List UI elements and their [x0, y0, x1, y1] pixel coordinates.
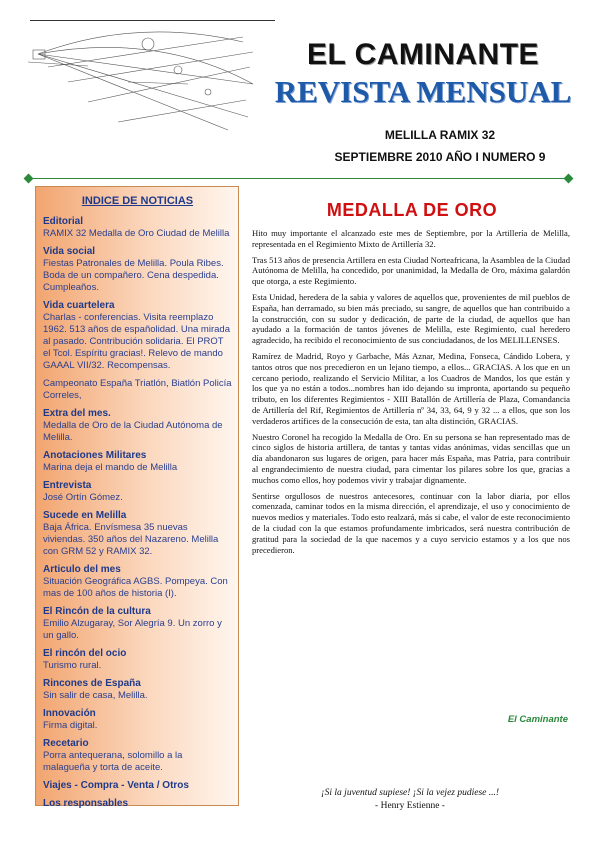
- article-paragraph: Sentirse orgullosos de nuestros antecesores, continuar con la labor diaria, por ellos comenzada, caminar todos en la misma dirección, el aprendizaje, el uso y conocimiento de nuevos medios y materiales. Todo esto realzará, más si cabe, el valor de este reconocimiento de la ciudad con la que estamos profundamente imbricados, será nuestra contribución de gratitud para la sociedad de la que nacemos y a cuyo servicio estamos y a los que nos precedieron.: [252, 490, 570, 555]
- news-index-entry-title: Recetario: [43, 738, 89, 749]
- news-index-entry: [43, 780, 232, 792]
- news-index-entry: [43, 564, 232, 600]
- article-paragraph: Ramírez de Madrid, Royo y Garbache, Más Aznar, Medina, Fonseca, Cándido Lobera, y tantos otros que nos precedieron en un lejano tiempo, a ellos... GRACIAS. A los que en un cercano periodo, realizando el Servicio Militar, a los Cuadros de Mandos, los que están y los que ya no están a todos...nombres han ido dejando su impronta, aportando su pequeño tributo, en los diferentes Regimientos - XIII Batallón de Artillería de Plaza, Comandancia de Artillería del Rif, Regimientos de Artillería nº 34, 33, 64, 9 y 32 ... a ellos, que son los verdaderos artífices de la consecución de esta, tan alta distinción, GRACIAS.: [252, 350, 570, 426]
- divider-diamond-right: [564, 174, 574, 184]
- news-index-entry-text: Situación Geográfica AGBS. Pompeya. Con mas de 100 años de historia (I).: [43, 576, 228, 599]
- news-index-entry-text: RAMIX 32 Medalla de Oro Ciudad de Melilla: [43, 228, 230, 239]
- section-divider: [28, 178, 568, 179]
- news-index-entry: [43, 798, 232, 810]
- article-paragraph: Tras 513 años de presencia Artillera en esta Ciudad Norteafricana, la Asamblea de la Ciudad Autónoma de Melilla, ha concedido, por unanimidad, la Medalla de Oro, máxima galardón que otorga, a este Regimiento.: [252, 254, 570, 287]
- article-paragraph: Nuestro Coronel ha recogido la Medalla de Oro. En su persona se han representado mas de cinco siglos de historia artillera, de tantas y tantas vidas anónimas, vidas sencillas que un día abandonaron sus lugares de origen, para hacer más España, mas Patria, para contribuir al engrandecimiento de nuestra ciudad, para cimentar los pilares sobre los que, gracias a muchos como ellos, hoy podemos vivir y trabajar dignamente.: [252, 431, 570, 485]
- news-index-entry: [43, 246, 232, 294]
- news-index-title: INDICE DE NOTICIAS: [81, 195, 194, 207]
- quote-author: - Henry Estienne -: [375, 801, 445, 811]
- article-paragraph: Esta Unidad, heredera de la sabia y valores de aquellos que, provenientes de mil pueblos de España, han derramado, su bien más preciado, su sangre, de aquellos que han contribuido a la construcción, con su sudor y dedicación, de parte de la ciudad, de aquellos que han ayudado a la formación de tantos jóvenes de Melilla, este Regimiento, cual heredero agradecido, ha recibido el reconocimiento de sus conciudadanos, de los MELILLENSES.: [252, 291, 570, 346]
- article-signature: El Caminante: [507, 714, 568, 725]
- news-index-entry-title: El rincón del ocio: [43, 648, 127, 659]
- masthead-subtitle: REVISTA MENSUAL: [274, 74, 572, 109]
- news-index-entry-text: Campeonato España Triatlón, Biatlón Policía Correles,: [43, 378, 232, 401]
- news-index-entry-text: Porra antequerana, solomillo a la malagueña y torta de aceite.: [43, 750, 183, 773]
- news-index-entry-text: Charlas - conferencias. Visita reemplazo 1962. 513 años de españolidad. Una mirada al pasado. Contribución solidaria. El PROT el Tcol. Espíritu gracias!. Relevo de mando GAAAL VII/32. Recompensas.: [43, 312, 230, 371]
- news-index-entry-text: Baja África. Envísmesa 35 nuevas viviendas. 350 años del Nazareno. Melilla con GRM 52 y RAMIX 32.: [43, 522, 219, 557]
- news-index-entry-text: Turismo rural.: [43, 660, 102, 671]
- news-index-entry-text: Emilio Alzugaray, Sor Alegría 9. Un zorro y un gallo.: [43, 618, 222, 641]
- news-index-entry-text: Fiestas Patronales de Melilla. Poula Ribes. Boda de un compañero. Cena despedida. Cumpleaños.: [43, 258, 224, 293]
- news-index-entry-title: Entrevista: [43, 480, 92, 491]
- news-index-entry: [43, 480, 232, 504]
- news-index-entry: [43, 216, 232, 240]
- masthead-title: EL CAMINANTE: [306, 38, 540, 71]
- news-index-entry: [43, 450, 232, 474]
- news-index-entry: [43, 408, 232, 444]
- news-index-entry-title: Los responsables: [43, 798, 129, 809]
- news-index-entry-title: El Rincón de la cultura: [43, 606, 151, 617]
- news-index-entry: [43, 708, 232, 732]
- news-index-entry-text: Firma digital.: [43, 720, 98, 731]
- news-index-entry-title: Viajes - Compra - Venta / Otros: [43, 780, 189, 791]
- news-index-entry-text: Marina deja el mando de Melilla: [43, 462, 178, 473]
- article-body: [252, 228, 570, 560]
- news-index-entry-title: Articulo del mes: [43, 564, 121, 575]
- issue-location: MELILLA RAMIX 32: [384, 128, 496, 142]
- news-index-entry-title: Sucede en Melilla: [43, 510, 127, 521]
- news-index-entry: [43, 606, 232, 642]
- news-index-entry-title: Anotaciones Militares: [43, 450, 147, 461]
- issue-date: SEPTIEMBRE 2010 AÑO I NUMERO 9: [334, 150, 546, 164]
- news-index-entry-title: Editorial: [43, 216, 84, 227]
- news-index-entry: [43, 738, 232, 774]
- news-index-entry: [43, 300, 232, 372]
- artillery-trajectory-illustration: [28, 22, 258, 134]
- divider-diamond-left: [24, 174, 34, 184]
- news-index-entry-text: José Ortín Gómez.: [43, 492, 123, 503]
- article-paragraph: Hito muy importante el alcanzado este mes de Septiembre, por la Artillería de Melilla, representada en el Regimiento Mixto de Artillería 32.: [252, 228, 570, 249]
- news-index-sidebar: [35, 186, 239, 809]
- news-index-entry-title: Innovación: [43, 708, 96, 719]
- article-title: MEDALLA DE ORO: [326, 200, 498, 220]
- news-index-entry-title: Extra del mes.: [43, 408, 111, 419]
- top-rule: [30, 20, 275, 21]
- news-index-entry-title: Rincones de España: [43, 678, 141, 689]
- news-index-entry-text: Sin salir de casa, Melilla.: [43, 690, 148, 701]
- news-index-entry: [43, 648, 232, 672]
- news-index-entry-title: Vida cuartelera: [43, 300, 115, 311]
- quote-text: ¡Si la juventud supiese! ¡Si la vejez pudiese ...!: [320, 788, 500, 798]
- news-index-entry-title: Vida social: [43, 246, 96, 257]
- news-index-entry: [43, 378, 232, 402]
- news-index-entry-text: Medalla de Oro de la Ciudad Autónoma de Melilla.: [43, 420, 223, 443]
- news-index-entry: [43, 678, 232, 702]
- news-index-list: [43, 216, 232, 810]
- news-index-entry: [43, 510, 232, 558]
